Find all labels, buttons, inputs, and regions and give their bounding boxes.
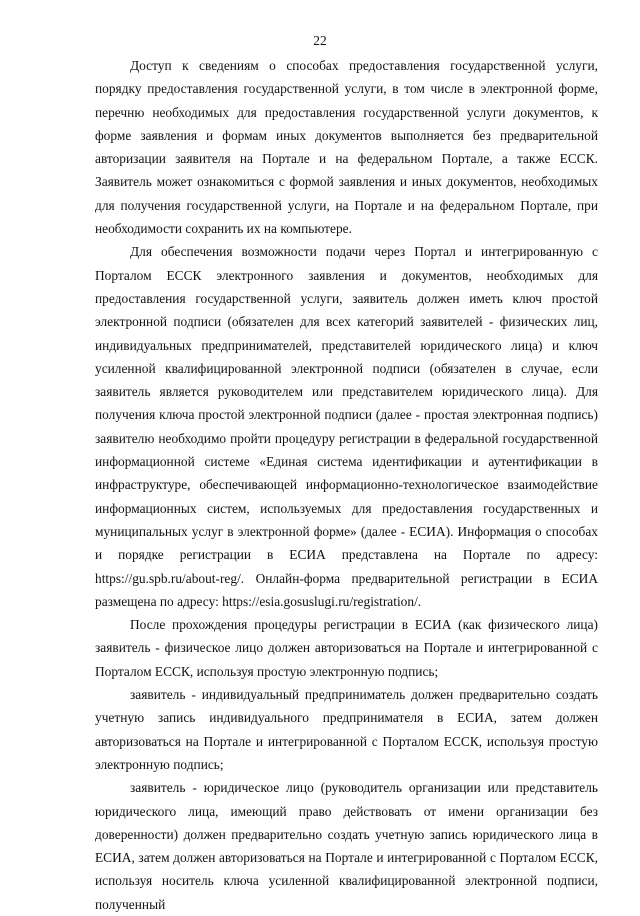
page-number: 22 bbox=[313, 33, 327, 48]
paragraph-individual-auth: После прохождения процедуры регистрации в ЕСИА (как физического лица) заявитель - физическое лицо должен авторизоваться на Портале и интегрированной с Порталом ЕССК, используя простую электронную подпись; bbox=[95, 617, 598, 679]
paragraph-entrepreneur-auth: заявитель - индивидуальный предприниматель должен предварительно создать учетную запись индивидуального предпринимателя в ЕСИА, затем должен авторизоваться на Портале и интегрированной с Порталом ЕССК, используя простую электронную подпись; bbox=[95, 687, 598, 772]
paragraph-portal-access: Доступ к сведениям о способах предоставления государственной услуги, порядку предоставления государственной услуги, в том числе в электронной форме, перечню необходимых для предоставления государственной услуги документов, к форме заявления и формам иных документов выполняется без предварительной авторизации заявителя на Портале и на федеральном Портале, а также ЕССК. Заявитель может ознакомиться с формой заявления и иных документов, необходимых для получения государственной услуги, на Портале и на федеральном Портале, при необходимости сохранить их на компьютере. bbox=[95, 58, 598, 237]
paragraph-legal-entity-auth: заявитель - юридическое лицо (руководитель организации или представитель юридического лица, имеющий право действовать от имени организации без доверенности) должен предварительно создать учетную запись юридического лица в ЕСИА, затем должен авторизоваться на Портале и интегрированной с Порталом ЕССК, используя носитель ключа усиленной квалифицированной электронной подписи, полученный bbox=[95, 780, 598, 912]
document-body bbox=[95, 54, 598, 916]
paragraph-electronic-signature: Для обеспечения возможности подачи через Портал и интегрированную с Порталом ЕССК электронного заявления и документов, необходимых для предоставления государственной услуги, заявитель должен иметь ключ простой электронной подписи (обязателен для всех категорий заявителей - физических лиц, индивидуальных предпринимателей, представителей юридического лица) и ключ усиленной квалифицированной электронной подписи (обязателен в случае, если заявитель является руководителем или представителем юридического лица). Для получения ключа простой электронной подписи (далее - простая электронная подпись) заявителю необходимо пройти процедуру регистрации в федеральной государственной информационной системе «Единая система идентификации и аутентификации в инфраструктуре, обеспечивающей информационно-технологическое взаимодействие информационных систем, используемых для предоставления государственных и муниципальных услуг в электронной форме» (далее - ЕСИА). Информация о способах и порядке регистрации в ЕСИА представлена на Портале по адресу: https://gu.spb.ru/about-reg/. Онлайн-форма предварительной регистрации в ЕСИА размещена по адресу: https://esia.gosuslugi.ru/registration/. bbox=[95, 244, 598, 609]
